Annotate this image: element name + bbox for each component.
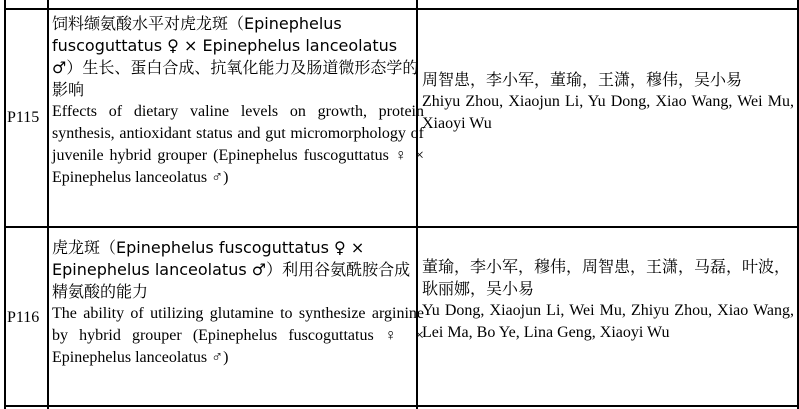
column-divider xyxy=(4,0,6,409)
paper-title-cell xyxy=(52,13,424,189)
row-divider xyxy=(4,226,799,228)
paper-title-zh: 虎龙斑（Epinephelus fuscoguttatus ♀ × Epinephelus lanceolatus ♂）利用谷氨酰胺合成精氨酸的能力 xyxy=(52,238,411,301)
paper-id: P116 xyxy=(7,309,40,326)
paper-authors-zh: 周智患，李小军，董瑜，王潇，穆伟，吴小易 xyxy=(422,70,743,89)
paper-authors-cell xyxy=(422,256,794,344)
paper-id: P115 xyxy=(7,109,40,126)
paper-title-cell xyxy=(52,237,424,369)
row-divider xyxy=(4,8,799,10)
paper-title-en: Effects of dietary valine levels on growth, protein synthesis, antioxidant status and gut micromorphology of juvenile hybrid grouper (Epinephelus fuscoguttatus ♀ × Epinephelus lanceolatus ♂) xyxy=(52,103,424,186)
paper-title-zh: 饲料缬氨酸水平对虎龙斑（Epinephelus fuscoguttatus ♀ × Epinephelus lanceolatus ♂）生长、蛋白合成、抗氧化能力及肠道微形态学的影响 xyxy=(52,14,419,99)
paper-authors-en: Zhiyu Zhou, Xiaojun Li, Yu Dong, Xiao Wang, Wei Mu, Xiaoyi Wu xyxy=(422,93,794,132)
column-divider xyxy=(47,0,49,409)
row-divider xyxy=(4,405,799,407)
paper-authors-cell xyxy=(422,69,794,135)
paper-title-en: The ability of utilizing glutamine to synthesize arginine by hybrid grouper (Epinephelus fuscoguttatus ♀ × Epinephelus lanceolatus ♂) xyxy=(52,305,424,366)
paper-authors-en: Yu Dong, Xiaojun Li, Wei Mu, Zhiyu Zhou, Xiao Wang, Lei Ma, Bo Ye, Lina Geng, Xiaoyi Wu xyxy=(422,302,794,341)
paper-authors-zh: 董瑜，李小军，穆伟，周智患，王潇，马磊，叶波，耿丽娜，吴小易 xyxy=(422,257,791,298)
